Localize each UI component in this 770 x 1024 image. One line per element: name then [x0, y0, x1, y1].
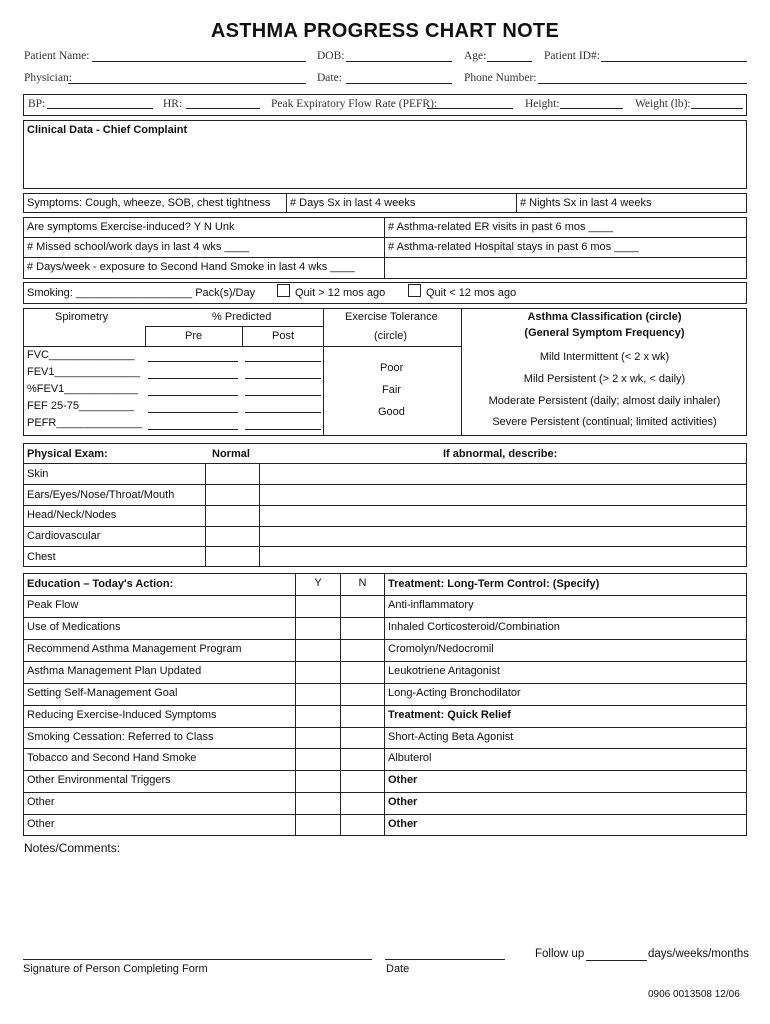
smoking-label: Smoking: ___________________ Pack(s)/Day [27, 287, 256, 299]
bp-field[interactable] [47, 108, 153, 109]
edu-row-environment: Other Environmental Triggers [27, 774, 171, 786]
spiro-row-pefr: PEFR______________ [27, 417, 142, 429]
edu-row-medications: Use of Medications [27, 621, 121, 633]
notes-label: Notes/Comments: [24, 841, 121, 855]
edu-row-other: Other [27, 796, 55, 808]
edu-row-plan-updated: Asthma Management Plan Updated [27, 665, 202, 677]
exam-row-eent: Ears/Eyes/Nose/Throat/Mouth [27, 489, 175, 501]
treatment-anti-inflammatory: Anti-inflammatory [388, 599, 474, 611]
pre-field[interactable] [148, 378, 238, 379]
quit-over-12-label: Quit > 12 mos ago [295, 287, 386, 299]
spiro-row-pct-fev1: %FEV1____________ [27, 383, 138, 395]
hr-label: HR: [163, 98, 183, 110]
age-label: Age: [464, 50, 487, 62]
post-field[interactable] [245, 378, 321, 379]
physician-label: Physician: [24, 72, 72, 84]
physical-exam-label: Physical Exam: [27, 448, 108, 460]
edu-row-tobacco: Tobacco and Second Hand Smoke [27, 752, 197, 764]
class-mild-intermittent[interactable]: Mild Intermittent (< 2 x wk) [539, 351, 670, 363]
treatment-albuterol: Albuterol [388, 752, 432, 764]
classification-title: Asthma Classification (circle) [527, 311, 682, 323]
treatment-quick-relief-header: Treatment: Quick Relief [388, 709, 511, 721]
yes-header: Y [314, 577, 322, 589]
post-field[interactable] [245, 395, 321, 396]
weight-label: Weight (lb): [635, 98, 691, 110]
edu-row-management-program: Recommend Asthma Management Program [27, 643, 242, 655]
edu-row-peak-flow: Peak Flow [27, 599, 79, 611]
date-field[interactable] [346, 83, 452, 84]
dob-label: DOB: [317, 50, 345, 62]
spiro-row-fev1: FEV1______________ [27, 366, 141, 378]
tolerance-circle-label: (circle) [374, 330, 407, 342]
spiro-row-fvc: FVC______________ [27, 349, 135, 361]
quit-over-12-checkbox[interactable] [277, 284, 290, 297]
pre-field[interactable] [148, 429, 238, 430]
nights-sx-label: # Nights Sx in last 4 weeks [520, 197, 652, 209]
physician-field[interactable] [68, 83, 306, 84]
tolerance-poor[interactable]: Poor [380, 362, 404, 374]
normal-header: Normal [212, 448, 250, 460]
treatment-beta-agonist: Short-Acting Beta Agonist [388, 731, 514, 743]
classification-subtitle: (General Symptom Frequency) [524, 327, 685, 339]
signature-label: Signature of Person Completing Form [23, 963, 208, 975]
phone-label: Phone Number: [464, 72, 537, 84]
edu-row-self-management: Setting Self-Management Goal [27, 687, 178, 699]
post-field[interactable] [245, 412, 321, 413]
signature-date-field[interactable] [385, 959, 505, 960]
treatment-bronchodilator: Long-Acting Bronchodilator [388, 687, 521, 699]
date-label: Date: [317, 72, 342, 84]
education-label: Education – Today's Action: [27, 578, 174, 590]
pefr-field[interactable] [427, 108, 513, 109]
hr-field[interactable] [186, 108, 260, 109]
form-code: 0906 0013508 12/06 [648, 989, 740, 1000]
height-label: Height: [525, 98, 560, 110]
missed-days-label: # Missed school/work days in last 4 wks ____ [27, 241, 249, 253]
treatment-long-term-header: Treatment: Long-Term Control: (Specify) [388, 578, 600, 590]
pre-field[interactable] [148, 412, 238, 413]
pre-field[interactable] [148, 361, 238, 362]
edu-row-other: Other [27, 818, 55, 830]
signature-field[interactable] [23, 959, 372, 960]
patient-id-label: Patient ID#: [544, 50, 600, 62]
signature-date-label: Date [386, 963, 410, 975]
follow-up-units: days/weeks/months [648, 948, 749, 960]
pre-field[interactable] [148, 395, 238, 396]
post-field[interactable] [245, 361, 321, 362]
treatment-inhaled-corticosteroid: Inhaled Corticosteroid/Combination [388, 621, 560, 633]
treatment-other: Other [388, 818, 418, 830]
class-mild-persistent[interactable]: Mild Persistent (> 2 x wk, < daily) [523, 373, 686, 385]
patient-id-field[interactable] [601, 61, 747, 62]
quit-under-12-checkbox[interactable] [408, 284, 421, 297]
post-label: Post [272, 330, 295, 342]
spiro-row-fef: FEF 25-75_________ [27, 400, 135, 412]
exam-row-skin: Skin [27, 468, 49, 480]
exam-row-chest: Chest [27, 551, 56, 563]
weight-field[interactable] [691, 108, 743, 109]
treatment-other: Other [388, 796, 418, 808]
dob-field[interactable] [346, 61, 452, 62]
abnormal-header: If abnormal, describe: [443, 448, 558, 460]
hospital-stays-label: # Asthma-related Hospital stays in past 6 mos ____ [388, 241, 639, 253]
class-severe-persistent[interactable]: Severe Persistent (continual; limited activities) [492, 416, 717, 428]
pre-label: Pre [185, 330, 203, 342]
follow-up-label: Follow up [535, 948, 585, 960]
no-header: N [358, 577, 367, 589]
phone-field[interactable] [538, 83, 747, 84]
exam-row-cardiovascular: Cardiovascular [27, 530, 101, 542]
age-field[interactable] [487, 61, 532, 62]
predicted-label: % Predicted [212, 311, 272, 323]
edu-row-exercise: Reducing Exercise-Induced Symptoms [27, 709, 217, 721]
notes-area[interactable] [24, 858, 747, 948]
height-field[interactable] [560, 108, 623, 109]
bp-label: BP: [28, 98, 46, 110]
patient-name-label: Patient Name: [24, 50, 90, 62]
edu-row-smoking-cessation: Smoking Cessation: Referred to Class [27, 731, 214, 743]
follow-up-field[interactable] [586, 960, 647, 961]
tolerance-good[interactable]: Good [378, 406, 405, 418]
post-field[interactable] [245, 429, 321, 430]
chief-complaint-label: Clinical Data - Chief Complaint [27, 124, 188, 136]
days-sx-label: # Days Sx in last 4 weeks [290, 197, 416, 209]
exercise-induced-label: Are symptoms Exercise-induced? Y N Unk [27, 221, 235, 233]
tolerance-fair[interactable]: Fair [382, 384, 401, 396]
treatment-cromolyn: Cromolyn/Nedocromil [388, 643, 494, 655]
treatment-leukotriene: Leukotriene Antagonist [388, 665, 500, 677]
er-visits-label: # Asthma-related ER visits in past 6 mos ____ [388, 221, 613, 233]
treatment-other: Other [388, 774, 418, 786]
symptoms-label: Symptoms: Cough, wheeze, SOB, chest tightness [27, 197, 271, 209]
exercise-tolerance-label: Exercise Tolerance [345, 311, 438, 323]
spirometry-label: Spirometry [55, 311, 109, 323]
quit-under-12-label: Quit < 12 mos ago [426, 287, 517, 299]
class-moderate-persistent[interactable]: Moderate Persistent (daily; almost daily inhaler) [488, 395, 721, 407]
form-title: ASTHMA PROGRESS CHART NOTE [210, 20, 560, 42]
patient-name-field[interactable] [92, 61, 306, 62]
exam-row-head-neck: Head/Neck/Nodes [27, 509, 117, 521]
second-hand-smoke-label: # Days/week - exposure to Second Hand Smoke in last 4 wks ____ [27, 261, 355, 273]
pefr-label: Peak Expiratory Flow Rate (PEFR): [271, 98, 438, 110]
